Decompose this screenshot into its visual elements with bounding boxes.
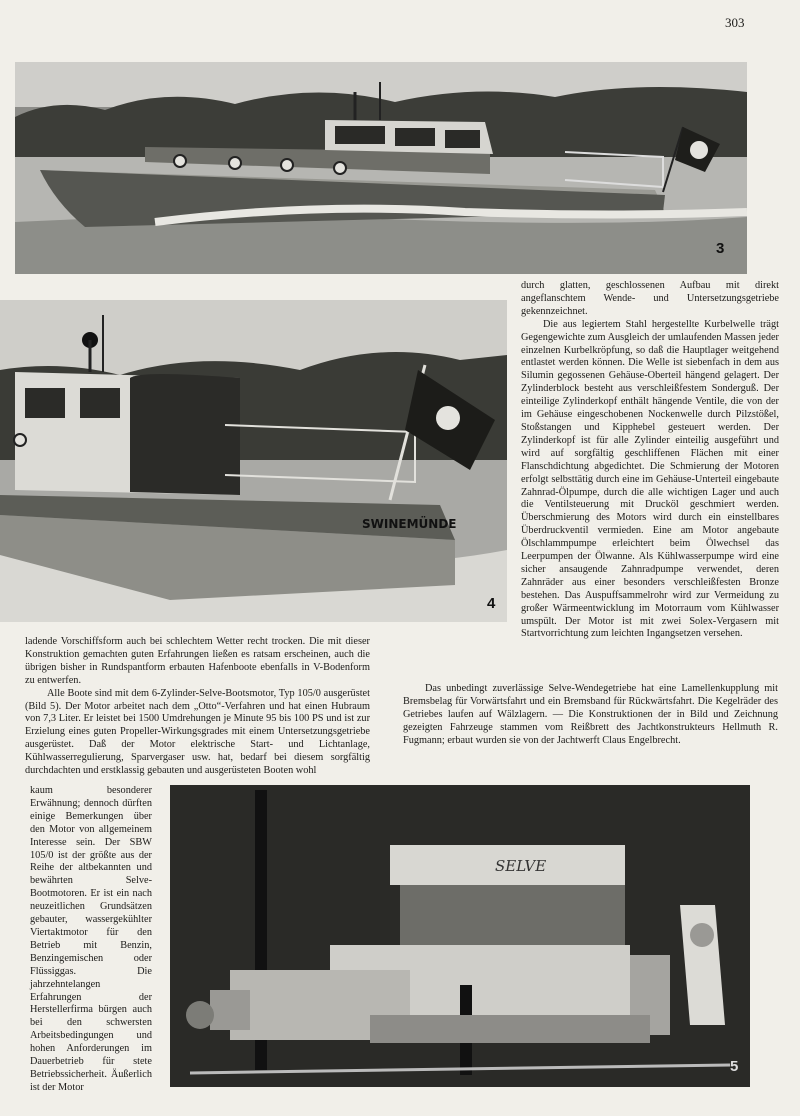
left-paragraph-1: ladende Vorschiffsform auch bei schlechtem Wetter recht trocken. Die mit dieser Konstruktion gemachten guten Erfahrungen ließen es ratsam erscheinen, auch die übrigen bisher in Rundspantform erbauten Hafenboote ebenfalls in V-Bodenform zu entwerfen. — [25, 636, 370, 686]
right-column-text — [521, 280, 779, 641]
right-paragraph-1: durch glatten, geschlossenen Aufbau mit direkt angeflanschtem Wende- und Untersetzungsgetriebe gekennzeichnet. — [521, 280, 779, 317]
figure-number-5: 5 — [730, 1058, 739, 1075]
narrow-paragraph: kaum besonderer Erwähnung; dennoch dürften einige Bemerkungen über den Motor von allgemeinem Interesse sein. Der SBW 105/0 ist der größte aus der Reihe der altbekannten und bewährten Selve-Bootmotoren. Er ist ein nach neuzeitlichen Grundsätzen gebauter, wassergekühlter Viertaktmotor für den Betrieb mit Benzin, Benzingemischen oder Flüssiggas. Die jahrzehntelangen Erfahrungen der Herstellerfirma bürgen auch bei den schwersten Arbeitsbedingungen und hohen Anforderungen im Dauerbetrieb für stete Betriebssicherheit. Äußerlich ist der Motor — [30, 785, 152, 1093]
lower-right-text — [403, 683, 778, 748]
right-paragraph-2: Die aus legiertem Stahl hergestellte Kurbelwelle trägt Gegengewichte zum Ausgleich der umlaufenden Massen jeder einzelnen Kurbelkröpfung, so daß die Hauptlager weitgehend entlastet werden können. Die Welle ist siebenfach in dem aus Silumin gegossenen Gehäuse-Oberteil hängend gelagert. Der Zylinderblock besteht aus verschleißfestem Sonderguß. Der einteilige Zylinderkopf enthält hängende Ventile, die von der im Gehäuse eingeschobenen Nockenwelle durch Pilzstößel, Stoßstangen und Kipphebel gesteuert werden. Der Zylinderkopf ist für alle Zylinder einteilig ausgeführt und wird auf sorgfältig geschliffenen Flächen mit einer Flanschdichtung abgedichtet. Die Schmierung der Motoren erfolgt selbsttätig durch eine im Gehäuse-Unterteil eingebaute Zahnrad-Ölpumpe, durch die alle wichtigen Lager und auch die Ventilsteuerung mit Drucköl geschmiert werden. Überschmierung des Motors wird durch ein einstellbares Überdruckventil vermieden. Eine am Motor angebaute Ölschlammpumpe erleichtert beim Ölwechsel das Leerpumpen der Ölwanne. Als Kühlwasserpumpe wird eine sicher ansaugende Zahnradpumpe verwendet, deren Zahnräder aus einer besonders verschleißfesten Bronze bestehen. Das Auspuffsammelrohr wird zur Vermeidung zu großer Wärmeentwicklung im Motorraum vom Kühlwasser umspült. Der Motor ist mit zwei Solex-Vergasern mit Startvorrichtung zum leichten Ingangsetzen versehen. — [521, 318, 779, 640]
photo-engine — [170, 785, 750, 1087]
page-number: 303 — [725, 15, 745, 30]
figure-number-4: 4 — [487, 595, 496, 612]
narrow-column-text — [30, 785, 152, 1095]
photo-motorboat-stern — [0, 300, 507, 622]
figure-number-3: 3 — [716, 240, 725, 257]
left-column-text — [25, 636, 370, 778]
boat-name-label: SWINEMÜNDE — [362, 517, 457, 531]
photo-motorboat-side — [15, 62, 747, 274]
right-paragraph-3: Das unbedingt zuverlässige Selve-Wendegetriebe hat eine Lamellenkupplung mit Bremsbelag für Vorwärtsfahrt und ein Bremsband für Rückwärtsfahrt. Die Kegelräder des Getriebes laufen auf Wälzlagern. — Die Konstruktionen der in Bild und Zeichnung gezeigten Fahrzeuge stammen vom Reißbrett des Jachtkonstrukteurs Hellmuth R. Fugmann; erbaut wurden sie von der Jachtwerft Claus Engelbrecht. — [403, 683, 778, 746]
left-paragraph-2: Alle Boote sind mit dem 6-Zylinder-Selve-Bootsmotor, Typ 105/0 ausgerüstet (Bild 5). Der Motor arbeitet nach dem „Otto“-Verfahren und hat einen Hubraum von 7,3 Liter. Er leistet bei 1500 Umdrehungen je Minute 95 bis 100 PS und ist zur Erzielung eines guten Propeller-Wirkungsgrades mit einem Untersetzungsgetriebe ausgerüstet. Daß der Motor elektrische Start- und Lichtanlage, Kühlwasserregulierung, Sparvergaser usw. hat, bedarf bei diesem sorgfältig durchdachten und erstklassig gebauten und ausgerüsteten Booten wohl — [25, 687, 370, 777]
engine-brand-label: SELVE — [495, 857, 547, 875]
